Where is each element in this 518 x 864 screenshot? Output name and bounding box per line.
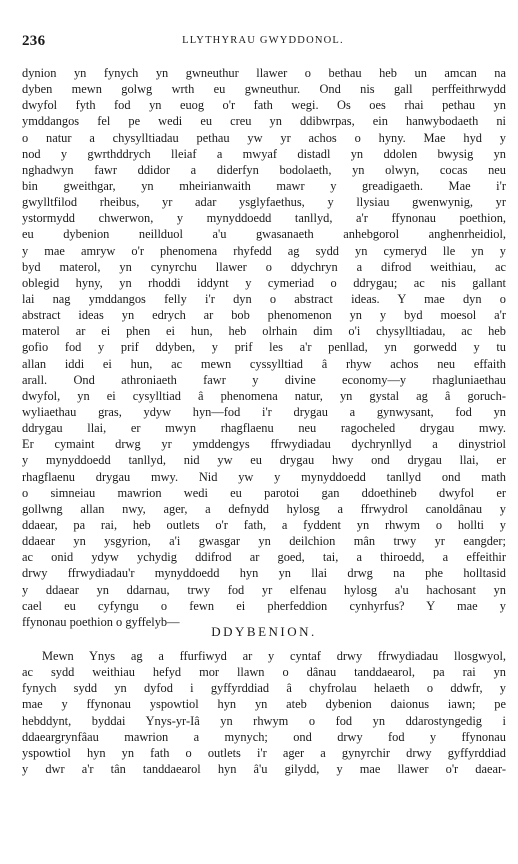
text-line: mae y ffynonau yspowtiol hyn yn ateb dybenion daionus iawn; pe [22, 697, 506, 712]
text-line: materol ar ei phen ei hun, heb olrhain dim o'i chysylltiadau, ac heb [22, 324, 506, 339]
text-line: oblegid hyny, yn rhoddi iddynt y cymeriad o ddrygau; ac nis gallant [22, 275, 506, 290]
text-line: bin gweithgar, yn mheirianwaith mawr y greadigaeth. Mae i'r [22, 178, 506, 193]
text-line: lai nag ymddangos felly i'r dyn o abstract ideas. Y mae dyn o [22, 291, 506, 306]
text-line: Mewn Ynys ag a ffurfiwyd ar y cyntaf drwy ffrwydiadau llosgwyol, [42, 649, 506, 663]
text-line: y mynyddoedd tanllyd, nid yw eu drygau hwy ond drygau llai, er [22, 453, 506, 468]
text-line: ddaear, pa rai, heb outlets o'r fath, a fyddent yn rhwym o hollti y [22, 517, 506, 532]
text-line: nghadwyn fawr ddidor a diderfyn bodolaeth, yn olwyn, cocas neu [22, 162, 506, 177]
text-line: gollwng allan nwy, ager, a defnydd hylosg a ffrwydrol canoldânau y [22, 501, 506, 516]
text-line: ddaear yn ysgyrion, a'i gwasgar yn deilchion mân trwy yr eangder; [22, 534, 506, 549]
text-line: dynion yn fynych yn gwneuthur llawer o bethau heb un amcan na [22, 66, 506, 80]
text-line: y ddaear yn ddarnau, trwy fod yr elfenau hylosg a'u hachosant yn [22, 582, 506, 597]
text-line: ffynonau poethion o gyffelyb— [22, 614, 180, 629]
running-title: LLYTHYRAU GWYDDONOL. [182, 35, 344, 46]
text-line: y dwr a'r tân tanddaearol hyn â'u gilydd, y mae llawer o'r daear- [22, 761, 506, 776]
text-line: hebddynt, byddai Ynys-yr-Iâ yn rhwym o fod yn ddarostyngedig i [22, 713, 506, 728]
text-line: dyben mewn golwg wrth eu gwneuthur. Ond nis gall perffeithrwydd [22, 82, 506, 97]
text-line: ddaeargrynfâau mawrion a mynych; ond drwy fod y ffynonau [22, 729, 506, 744]
section-heading: DDYBENION. [211, 624, 317, 639]
page-header [22, 33, 504, 53]
text-line: rhagflaenu drygau mwy. Nid yw y mynyddoedd tanllyd ond math [22, 469, 506, 484]
text-line: drwy ffrwydiadau'r mynyddoedd hyn yn llai drwg na phe holltasid [22, 566, 506, 581]
text-line: gofio fod y prif ddyben, y prif les a'r penllad, yn gorwedd y tu [22, 340, 506, 355]
text-line: eu dybenion neillduol a'u gwasanaeth anhebgorol anghenrheidiol, [22, 227, 506, 242]
text-line: cael eu cyfyngu o fewn ei pherfeddion cynhyrfus? Y mae y [22, 598, 506, 613]
text-line: ddrygau llai, er mwyn rhagflaenu neu ragocheled drygau mwy. [22, 421, 506, 436]
text-line: allan iddi ei hun, ac mewn cyssylltiad â rhyw achos neu effaith [22, 356, 506, 371]
text-line: arall. Ond athroniaeth fawr y divine economy—y rhagluniaethau [22, 372, 506, 387]
text-line: gwylltfilod rheibus, yr adar ysglyfaethus, y llysiau gwenwynig, yr [22, 195, 506, 210]
text-line: y mae amryw o'r phenomena rhyfedd ag sydd yn cymeryd lle yn y [22, 243, 506, 258]
text-line: abstract ideas yn edrych ar bob phenomenon yn y byd moesol a'r [22, 308, 506, 323]
text-line: byd materol, yn cynyrchu llawer o ddychryn a difrod weithiau, ac [22, 259, 506, 274]
text-line: nod y gwrthddrych lleiaf a mwyaf distadl yn ddolen bwysig yn [22, 146, 506, 161]
text-line: ymddangos fel pe wedi eu creu yn ddibwrpas, ein hanwybodaeth ni [22, 114, 506, 129]
body-text-section-1 [22, 65, 506, 630]
text-line: o simneiau mawrion wedi eu parotoi gan ddoethineb dwyfol er [22, 485, 506, 500]
text-line: yspowtiol hyn yn fath o outlets i'r ager a gynyrchir drwy gyffyrddiad [22, 745, 506, 760]
text-line: dwyfol, yn ei cysylltiad â phenomena natur, yn gystal ag â goruch- [22, 388, 506, 403]
text-line: ystormydd chwerwon, y mynyddoedd tanllyd, a'r ffynonau poethion, [22, 211, 506, 226]
text-line: Er cymaint drwg yr ymddengys ffrwydiadau dychrynllyd a dinystriol [22, 437, 506, 452]
text-line: wyliaethau gras, ydyw hyn—fod i'r drygau a gynwysant, fod yn [22, 404, 506, 419]
text-line: ac sydd weithiau hefyd mor llawn o dânau tanddaearol, pa rai yn [22, 665, 506, 680]
page-number: 236 [22, 33, 46, 49]
text-line: fynych sydd yn dyfod i gyffyrddiad â chyfrolau helaeth o ddwfr, y [22, 681, 506, 696]
body-text-section-2 [22, 648, 506, 777]
text-line: dwyfol fyth fod yn euog o'r fath wegi. Os oes rhai pethau yn [22, 98, 506, 113]
text-line: o natur a chysylltiadau pethau yw yr achos o hyny. Mae hyd y [22, 130, 506, 145]
text-line: ac onid ydyw ychydig ddifrod ar goed, tai, a thiroedd, a effeithir [22, 550, 506, 565]
